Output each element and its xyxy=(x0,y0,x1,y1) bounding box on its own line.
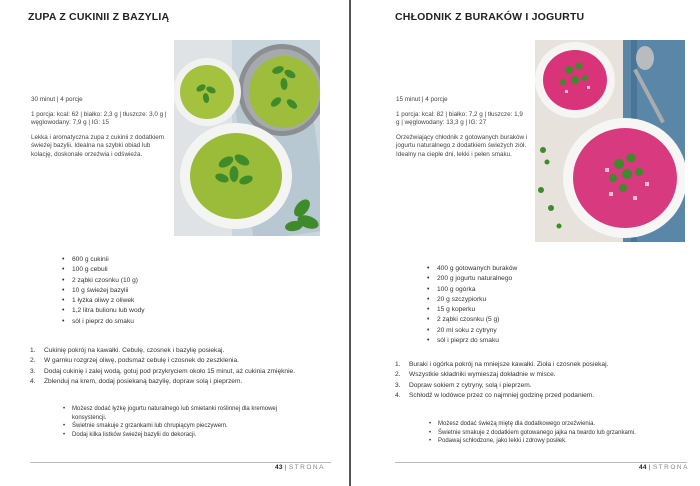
page-word: STRONA xyxy=(652,464,689,471)
tips-list xyxy=(429,420,679,446)
ingredient-item: • sól i pieprz do smaku xyxy=(427,336,627,346)
ingredient-item: • 15 g koperku xyxy=(427,305,627,315)
steps-list xyxy=(30,346,335,387)
page-left xyxy=(0,0,349,486)
step-number: 2. xyxy=(395,371,401,379)
tip-item: • Świetnie smakuje z dodatkiem gotowanego jajka na twardo lub grzankami. xyxy=(429,429,679,438)
step-text: Schłodź w lodówce przez co najmniej godzinę przed podaniem. xyxy=(409,391,595,399)
step-text: W garnku rozgrzej oliwę, podsmaż cebulę i czosnek do zeszklenia. xyxy=(44,357,239,365)
ingredient-item: • 20 g szczypiorku xyxy=(427,295,627,305)
recipe-description: Orzeźwiający chłodnik z gotowanych buraków i jogurtu naturalnego z dodatkiem świeżych ziół. Idealny na ciepłe dni, lekki i pełen smaku. xyxy=(396,133,528,158)
page-number-value: 43 xyxy=(275,464,283,471)
step-item xyxy=(395,381,685,391)
recipe-meta xyxy=(396,96,528,166)
ingredient-item: • 200 g jogurtu naturalnego xyxy=(427,274,627,284)
tip-item: • Świetnie smakuje z grzankami lub chrupiącym pieczywem. xyxy=(63,422,313,431)
step-number: 4. xyxy=(30,377,36,385)
step-text: Buraki i ogórka pokrój na mniejsze kawałki. Zioła i czosnek posiekaj. xyxy=(409,361,609,368)
ingredient-item: • 600 g cukinii xyxy=(62,255,262,265)
step-text: Dopraw sokiem z cytryny, solą i pieprzem. xyxy=(409,381,532,389)
page-word: STRONA xyxy=(288,464,325,471)
ingredients-list xyxy=(62,255,262,327)
step-item xyxy=(30,377,335,387)
page-number-value: 44 xyxy=(639,464,647,471)
step-number: 1. xyxy=(395,361,401,368)
step-text: Cukinię pokrój na kawałki. Cebulę, czosnek i bazylię posiekaj. xyxy=(44,347,225,354)
zucchini-soup-photo xyxy=(174,40,320,236)
tip-item: • Możesz dodać świeżą miętę dla dodatkowego orzeźwienia. xyxy=(429,420,679,429)
recipe-meta xyxy=(31,96,170,166)
steps-list xyxy=(395,360,685,401)
step-item xyxy=(30,346,335,356)
step-item xyxy=(30,367,335,377)
page-right xyxy=(351,0,700,486)
step-number: 3. xyxy=(395,381,401,389)
page-number: 43 | STRONA xyxy=(275,464,325,471)
step-item xyxy=(395,391,685,401)
tip-item: • Możesz dodać łyżkę jogurtu naturalnego lub śmietanki roślinnej dla kremowej konsystencji. xyxy=(63,405,313,422)
step-number: 2. xyxy=(30,357,36,365)
time-servings: 30 minut | 4 porcje xyxy=(31,96,83,103)
step-item xyxy=(30,356,335,366)
time-servings: 15 minut | 4 porcje xyxy=(396,96,448,103)
step-item xyxy=(395,370,685,380)
footer-divider xyxy=(395,462,687,463)
step-text: Zblenduj na krem, dodaj posiekaną bazylię, dopraw solą i pieprzem. xyxy=(44,377,243,385)
step-text: Wszystkie składniki wymieszaj dokładnie w misce. xyxy=(409,371,556,379)
page-number: 44 | STRONA xyxy=(639,464,689,471)
ingredient-item: • 2 ząbki czosnku (5 g) xyxy=(427,315,627,325)
beet-soup-photo xyxy=(535,40,685,242)
tip-item: • Podawaj schłodzone, jako lekki i zdrowy posiłek. xyxy=(429,437,679,446)
ingredients-list xyxy=(427,264,627,346)
step-text: Dodaj cukinię i zalej wodą, gotuj pod przykryciem około 15 minut, aż cukinia zmięknie. xyxy=(44,367,296,375)
nutrition-info: 1 porcja: kcal: 82 | białko: 7,2 g | tłuszcze: 1,9 g | węglowodany: 13,3 g | IG: 27 xyxy=(396,110,523,127)
recipe-title: CHŁODNIK Z BURAKÓW I JOGURTU xyxy=(395,11,585,23)
tips-list xyxy=(63,405,313,440)
recipe-title: ZUPA Z CUKINII Z BAZYLIĄ xyxy=(28,11,170,23)
ingredient-item: • 1,2 litra bulionu lub wody xyxy=(62,306,262,316)
ingredient-item: • 20 ml soku z cytryny xyxy=(427,326,627,336)
step-number: 3. xyxy=(30,367,36,375)
recipe-description: Lekka i aromatyczna zupa z cukinii z dodatkiem świeżej bazylii. Idealna na szybki obiad lub kolację, doskonale orzeźwia i odświeża. xyxy=(31,133,164,158)
step-number: 1. xyxy=(30,347,36,354)
ingredient-item: • 2 ząbki czosnku (10 g) xyxy=(62,276,262,286)
footer-divider xyxy=(30,462,331,463)
nutrition-info: 1 porcja: kcal: 62 | białko: 2,3 g | tłuszcze: 3,0 g | węglowodany: 7,9 g | IG: 15 xyxy=(31,110,167,127)
step-item xyxy=(395,360,685,370)
ingredient-item: • 100 g cebuli xyxy=(62,265,262,275)
ingredient-item: • 10 g świeżej bazylii xyxy=(62,286,262,296)
step-number: 4. xyxy=(395,391,401,399)
tip-item: • Dodaj kilka listków świeżej bazylii do dekoracji. xyxy=(63,431,313,440)
ingredient-item: • 100 g ogórka xyxy=(427,285,627,295)
ingredient-item: • sól i pieprz do smaku xyxy=(62,317,262,327)
ingredient-item: • 400 g gotowanych buraków xyxy=(427,264,627,274)
ingredient-item: • 1 łyżka oliwy z oliwek xyxy=(62,296,262,306)
